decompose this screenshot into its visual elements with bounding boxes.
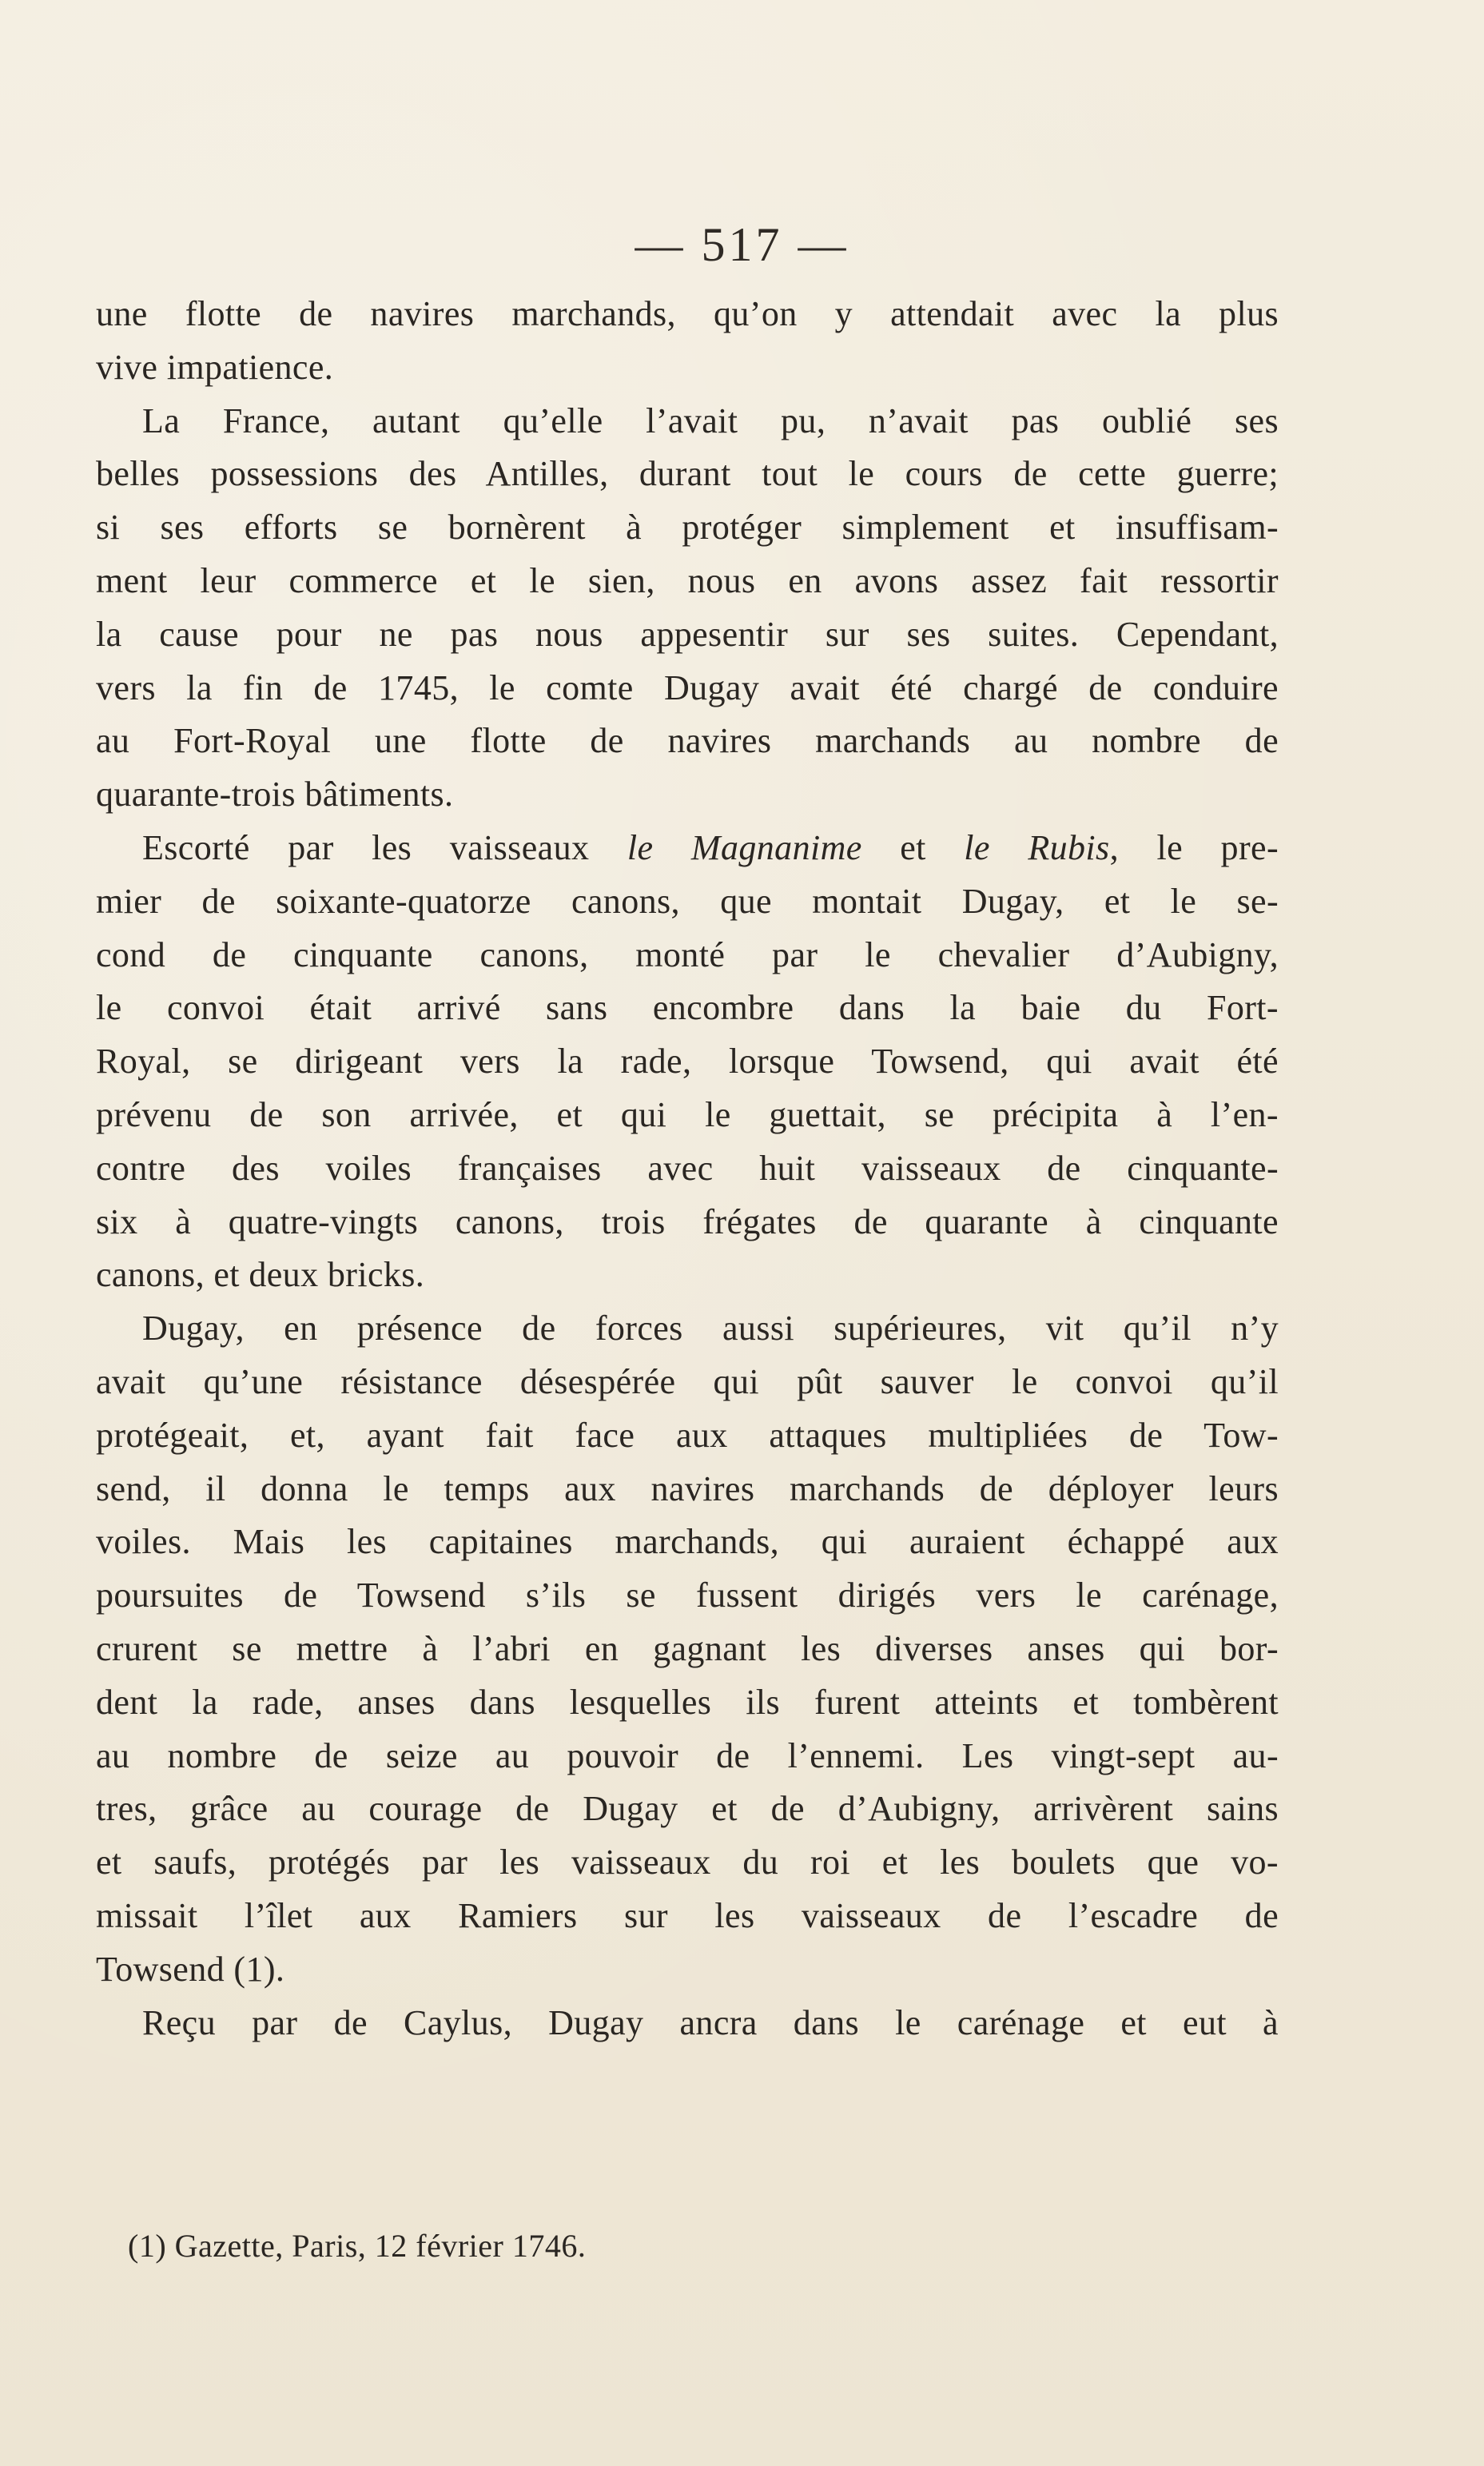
footnote: (1) Gazette, Paris, 12 février 1746.: [128, 2228, 587, 2264]
text-line: cond de cinquante canons, monté par le chevalier d’Aubigny,: [96, 934, 1279, 974]
text-line: canons, et deux bricks.: [96, 1255, 425, 1295]
text-line: protégeait, et, ayant fait face aux attaques multipliées de Tow-: [96, 1415, 1279, 1455]
text-segment: Escorté par les vaisseaux: [142, 827, 627, 867]
text-line: avait qu’une résistance désespérée qui pût sauver le convoi qu’il: [96, 1361, 1279, 1401]
text-line: une flotte de navires marchands, qu’on y attendait avec la plus: [96, 294, 1279, 333]
text-line: [96, 822, 1279, 875]
text-line: le convoi était arrivé sans encombre dans la baie du Fort-: [96, 988, 1279, 1028]
page-number: — 517 —: [635, 218, 849, 271]
text-line: au Fort-Royal une flotte de navires marchands au nombre de: [96, 721, 1279, 761]
text-line: vers la fin de 1745, le comte Dugay avait été chargé de conduire: [96, 667, 1279, 707]
text-line: poursuites de Towsend s’ils se fussent dirigés vers le carénage,: [96, 1576, 1279, 1615]
text-line: Dugay, en présence de forces aussi supérieures, vit qu’il n’y: [142, 1309, 1279, 1349]
text-line: si ses efforts se bornèrent à protéger simplement et insuffisam-: [96, 508, 1279, 548]
body-text: [96, 288, 1279, 2050]
text-segment: , le pre-: [1109, 827, 1279, 867]
text-line: voiles. Mais les capitaines marchands, qui auraient échappé aux: [96, 1522, 1279, 1562]
text-line: tres, grâce au courage de Dugay et de d’Aubigny, arrivèrent sains: [96, 1789, 1279, 1829]
text-line: crurent se mettre à l’abri en gagnant les diverses anses qui bor-: [96, 1628, 1279, 1668]
text-line: Towsend (1).: [96, 1949, 285, 1989]
text-line: mier de soixante-quatorze canons, que montait Dugay, et le se-: [96, 881, 1279, 921]
text-line: la cause pour ne pas nous appesentir sur ses suites. Cependant,: [96, 614, 1279, 654]
text-line: missait l’îlet aux Ramiers sur les vaisseaux de l’escadre de: [96, 1895, 1279, 1935]
text-line: Royal, se dirigeant vers la rade, lorsque Towsend, qui avait été: [96, 1042, 1279, 1082]
text-line: et saufs, protégés par les vaisseaux du roi et les boulets que vo-: [96, 1843, 1279, 1882]
text-line: belles possessions des Antilles, durant tout le cours de cette guerre;: [96, 454, 1279, 494]
text-line: au nombre de seize au pouvoir de l’ennemi. Les vingt-sept au-: [96, 1735, 1279, 1775]
text-line: dent la rade, anses dans lesquelles ils furent atteints et tombèrent: [96, 1682, 1279, 1722]
text-line: send, il donna le temps aux navires marchands de déployer leurs: [96, 1468, 1279, 1508]
text-line: La France, autant qu’elle l’avait pu, n’avait pas oublié ses: [142, 400, 1279, 440]
text-line: ment leur commerce et le sien, nous en avons assez fait ressortir: [96, 560, 1279, 600]
ship-name: le Magnanime: [627, 827, 862, 867]
text-line: contre des voiles françaises avec huit vaisseaux de cinquante-: [96, 1148, 1279, 1188]
text-line: prévenu de son arrivée, et qui le guettait, se précipita à l’en-: [96, 1094, 1279, 1134]
text-line: six à quatre-vingts canons, trois frégates de quarante à cinquante: [96, 1201, 1279, 1241]
ship-name: le Rubis: [964, 827, 1110, 867]
text-line: quarante-trois bâtiments.: [96, 775, 454, 815]
text-line: vive impatience.: [96, 347, 334, 387]
text-line: Reçu par de Caylus, Dugay ancra dans le carénage et eut à: [142, 2002, 1279, 2042]
text-segment: et: [861, 827, 965, 867]
